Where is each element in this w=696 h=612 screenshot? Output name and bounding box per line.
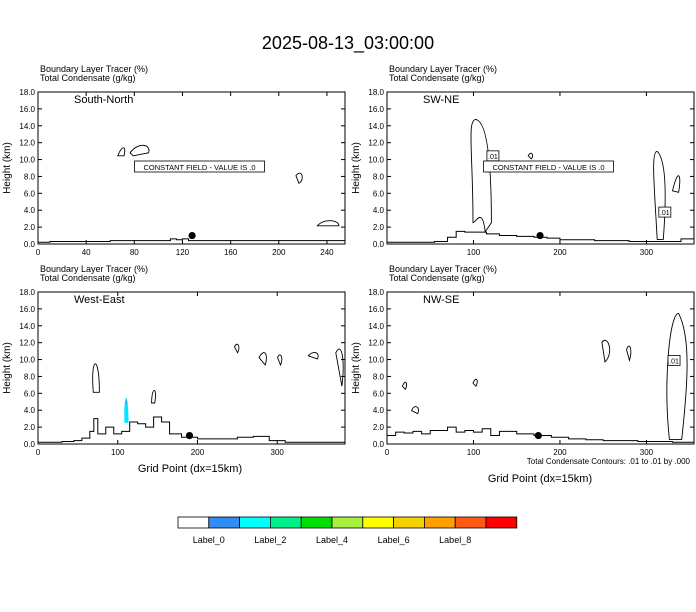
condensate-contour [296,173,302,183]
condensate-contour [667,313,687,439]
contour-footnote: Total Condensate Contours: .01 to .01 by .000 [526,457,690,466]
colorbar-label: Label_0 [192,535,225,545]
colorbar-swatch [240,517,271,528]
panel-nw-se [351,264,694,457]
y-tick-label: 18.0 [19,88,35,97]
y-tick-label: 6.0 [372,389,384,399]
x-tick-label: 120 [175,248,190,257]
colorbar-swatch [455,517,486,528]
condensate-contour [235,344,239,353]
figure-title: 2025-08-13_03:00:00 [261,33,435,53]
condensate-contour [473,379,477,386]
panel-subtitle-tracer: Boundary Layer Tracer (%) [40,64,149,74]
colorbar [178,517,517,545]
y-tick-label: 8.0 [372,372,384,382]
y-tick-label: 0.0 [372,240,384,249]
condensate-contour [602,340,610,362]
x-tick-label: 200 [553,448,567,457]
condensate-contour [130,145,149,156]
colorbar-label: Label_2 [254,535,287,545]
x-axis-label-left: Grid Point (dx=15km) [137,463,243,475]
y-axis-label: Height (km) [2,142,13,194]
panel-west-east [2,264,345,457]
x-tick-label: 300 [639,248,654,257]
colorbar-swatch [424,517,455,528]
x-tick-label: 100 [466,448,481,457]
condensate-contour [528,153,532,159]
x-tick-label: 0 [384,448,390,457]
panel-subtitle-condensate: Total Condensate (g/kg) [40,73,136,83]
contour-label: .01 [669,358,679,366]
constant-field-annotation: CONSTANT FIELD - VALUE IS .0 [143,163,256,172]
panel-direction-label: South-North [74,94,134,106]
y-tick-label: 16.0 [368,104,384,114]
panel-subtitle-condensate: Total Condensate (g/kg) [389,73,485,83]
y-tick-label: 4.0 [372,406,384,416]
y-tick-label: 16.0 [368,304,384,314]
location-marker [186,432,193,439]
condensate-contour [308,353,318,359]
x-tick-label: 40 [81,248,91,257]
y-tick-label: 6.0 [372,189,384,199]
colorbar-swatch [270,517,301,528]
contour-label: .01 [488,153,498,161]
colorbar-swatch [209,517,240,528]
y-tick-label: 2.0 [372,223,384,233]
contour-label: .01 [659,210,670,218]
x-tick-label: 160 [223,248,238,257]
y-tick-label: 16.0 [19,304,35,314]
y-tick-label: 4.0 [372,206,384,216]
colorbar-swatch [301,517,332,528]
y-tick-label: 12.0 [19,138,35,148]
y-tick-label: 14.0 [368,121,384,131]
condensate-contour [402,382,406,389]
y-tick-label: 14.0 [368,321,384,331]
x-tick-label: 240 [320,248,334,257]
plot-frame [387,292,694,444]
condensate-contour [93,364,100,393]
colorbar-swatch [486,517,517,528]
y-tick-label: 10.0 [368,155,384,165]
y-tick-label: 12.0 [368,338,384,348]
panel-subtitle-tracer: Boundary Layer Tracer (%) [389,64,498,74]
panel-south-north [2,64,345,257]
condensate-contour [471,119,491,231]
y-tick-label: 2.0 [23,423,35,433]
y-tick-label: 0.0 [372,440,384,449]
colorbar-swatch [332,517,363,528]
panel-direction-label: NW-SE [423,294,460,306]
y-tick-label: 10.0 [19,155,35,165]
x-tick-label: 300 [639,448,654,457]
y-tick-label: 6.0 [23,389,35,399]
y-axis-label: Height (km) [351,342,362,394]
panel-subtitle-condensate: Total Condensate (g/kg) [389,273,485,283]
location-marker [536,232,543,239]
x-tick-label: 80 [129,248,139,257]
panel-subtitle-tracer: Boundary Layer Tracer (%) [40,264,149,274]
colorbar-swatch [394,517,425,528]
y-tick-label: 6.0 [23,189,35,199]
location-marker [535,432,542,439]
condensate-contour [336,349,343,386]
y-tick-label: 18.0 [19,288,35,297]
y-tick-label: 2.0 [23,223,35,233]
y-axis-label: Height (km) [2,342,13,394]
x-tick-label: 0 [35,248,41,257]
condensate-contour [673,176,680,193]
condensate-contour [278,355,282,365]
y-tick-label: 2.0 [372,423,384,433]
panel-subtitle-condensate: Total Condensate (g/kg) [40,273,136,283]
plot-frame [38,292,345,444]
y-tick-label: 0.0 [23,240,35,249]
panel-direction-label: SW-NE [423,94,460,106]
y-tick-label: 16.0 [19,104,35,114]
y-tick-label: 8.0 [23,172,35,182]
condensate-contour [654,151,666,239]
x-tick-label: 100 [466,248,481,257]
colorbar-swatch [178,517,209,528]
colorbar-label: Label_8 [439,535,472,545]
x-tick-label: 200 [272,248,286,257]
y-tick-label: 14.0 [19,321,35,331]
y-tick-label: 0.0 [23,440,35,449]
panel-direction-label: West-East [74,294,125,306]
x-tick-label: 200 [190,448,205,457]
y-tick-label: 8.0 [372,172,384,182]
condensate-contour [627,346,631,360]
y-axis-label: Height (km) [351,142,362,194]
colorbar-swatch [363,517,394,528]
panel-sw-ne [351,64,694,257]
y-tick-label: 12.0 [368,138,384,148]
x-tick-label: 0 [35,448,41,457]
x-tick-label: 300 [270,448,284,457]
colorbar-label: Label_4 [315,535,349,545]
constant-field-annotation: CONSTANT FIELD - VALUE IS .0 [492,163,605,172]
y-tick-label: 14.0 [19,121,35,131]
colorbar-label: Label_6 [377,535,410,545]
y-tick-label: 18.0 [368,88,384,97]
panel-subtitle-tracer: Boundary Layer Tracer (%) [389,264,498,274]
location-marker [189,232,196,239]
condensate-contour [118,148,125,156]
x-axis-label-right: Grid Point (dx=15km) [487,473,593,485]
y-tick-label: 10.0 [368,355,384,365]
y-tick-label: 8.0 [23,372,35,382]
y-tick-label: 10.0 [19,355,35,365]
condensate-contour [152,390,156,403]
terrain-line [38,239,345,242]
y-tick-label: 4.0 [23,206,35,216]
x-tick-label: 200 [553,248,567,257]
condensate-contour [412,407,419,414]
y-tick-label: 4.0 [23,406,35,416]
condensate-contour [259,353,266,365]
y-tick-label: 18.0 [368,288,384,297]
y-tick-label: 12.0 [19,338,35,348]
condensate-contour [317,221,339,226]
x-tick-label: 100 [111,448,125,457]
